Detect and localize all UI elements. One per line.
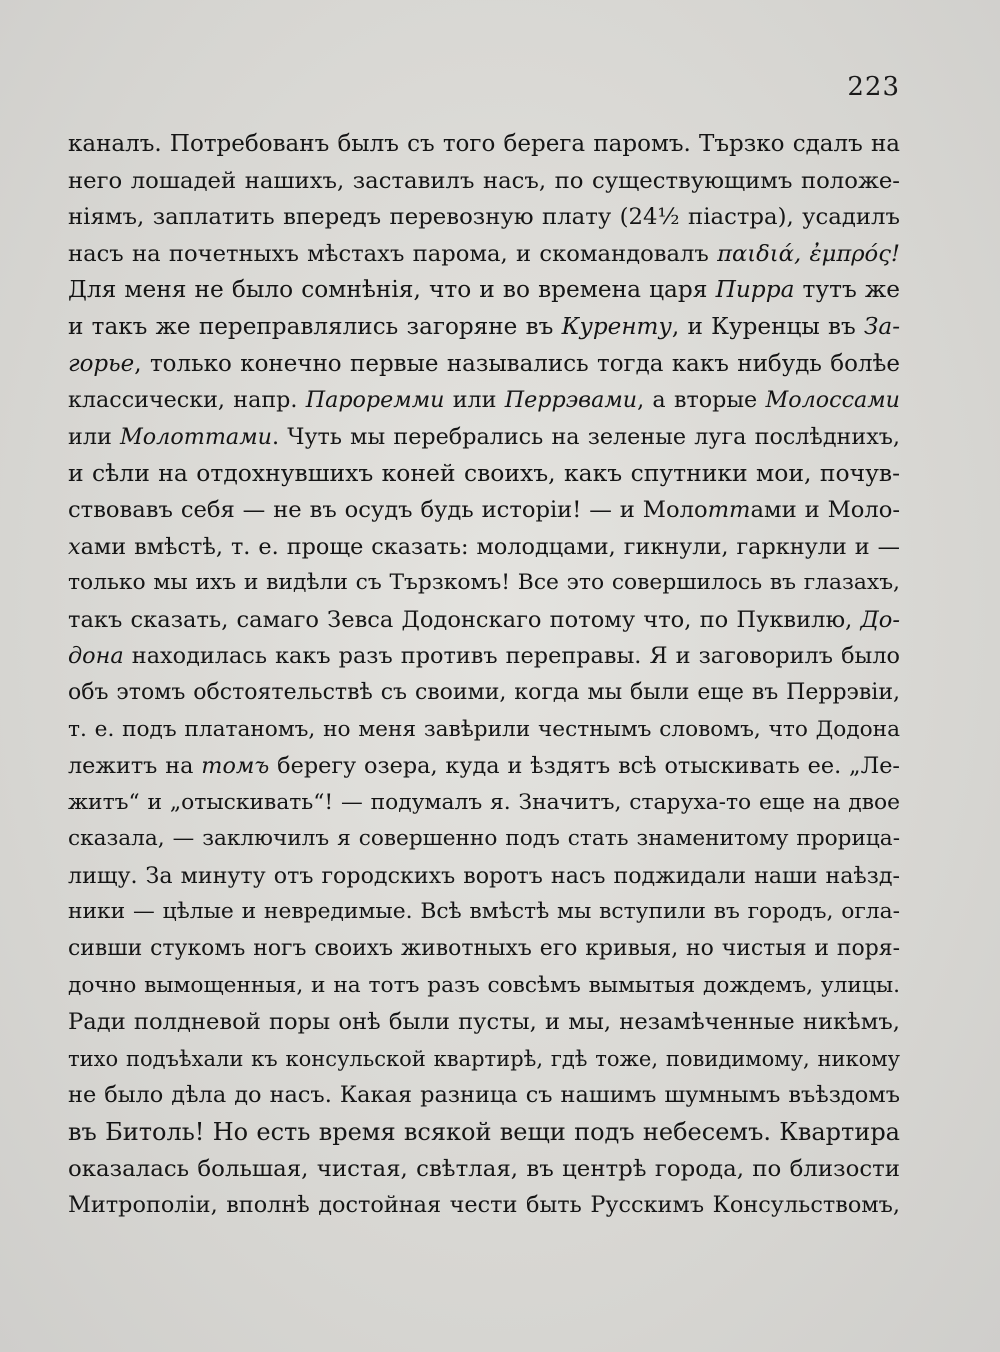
text-segment: Пароремми bbox=[305, 387, 445, 414]
text-line bbox=[68, 346, 900, 383]
text-segment: дочно вымощенныя, и на тотъ разъ совсѣмъ вымытыя дождемъ, улицы. bbox=[68, 972, 900, 998]
text-segment: него лошадей нашихъ, заставилъ насъ, по существующимъ положе- bbox=[68, 167, 900, 194]
text-segment: тт bbox=[707, 496, 751, 523]
page-number: 223 bbox=[847, 72, 900, 102]
text-segment: Куренту bbox=[561, 313, 672, 340]
text-segment: ствовавъ себя — не въ осудъ будь исторіи! — и Моло bbox=[68, 496, 708, 523]
text-segment: До- bbox=[860, 606, 900, 633]
text-line bbox=[68, 712, 900, 749]
text-segment: объ этомъ обстоятельствѣ съ своими, когда мы были еще въ Перрэвіи, bbox=[68, 679, 900, 705]
text-line bbox=[68, 126, 900, 163]
text-segment: тихо подъѣхали къ консульской квартирѣ, гдѣ тоже, повидимому, никому bbox=[68, 1045, 900, 1071]
text-segment: лежитъ на bbox=[68, 753, 202, 780]
text-line bbox=[68, 199, 900, 236]
text-line bbox=[68, 1114, 900, 1151]
text-segment: и такъ же переправлялись загоряне въ bbox=[68, 313, 562, 340]
text-segment: находилась какъ разъ противъ переправы. Я и заговорилъ было bbox=[123, 643, 900, 670]
text-segment: Митрополіи, вполнѣ достойная чести быть Русскимъ Консульствомъ, bbox=[68, 1192, 900, 1219]
text-segment: только мы ихъ и видѣли съ Тързкомъ! Все это совершилось въ глазахъ, bbox=[68, 570, 900, 596]
text-segment: сивши стукомъ ногъ своихъ животныхъ его кривыя, но чистыя и поря- bbox=[68, 936, 900, 962]
text-line bbox=[68, 529, 900, 566]
text-segment: За- bbox=[864, 313, 900, 340]
text-line bbox=[68, 821, 900, 858]
text-line bbox=[68, 1187, 900, 1224]
text-segment: оказалась большая, чистая, свѣтлая, въ центрѣ города, по близости bbox=[68, 1155, 900, 1182]
text-segment: ники — цѣлые и невредимые. Всѣ вмѣстѣ мы вступили въ городъ, огла- bbox=[68, 899, 900, 925]
text-segment: насъ на почетныхъ мѣстахъ парома, и скомандовалъ bbox=[68, 240, 718, 267]
text-segment: Пирра bbox=[715, 276, 795, 304]
text-line bbox=[68, 1077, 900, 1114]
text-line bbox=[68, 419, 900, 456]
text-segment: ами вмѣстѣ, т. е. проще сказать: молодцами, гикнули, гаркнули и — bbox=[80, 533, 900, 560]
text-line bbox=[68, 236, 900, 273]
text-segment: х bbox=[68, 533, 81, 560]
text-segment: горье bbox=[68, 350, 135, 377]
text-line bbox=[68, 1151, 900, 1188]
text-segment: житъ“ и „отыскивать“! — подумалъ я. Значитъ, старуха-то еще на двое bbox=[68, 789, 900, 815]
body-text bbox=[68, 126, 900, 1224]
text-segment: Ради полдневой поры онѣ были пусты, и мы, незамѣченные никѣмъ, bbox=[68, 1009, 900, 1036]
text-segment: или bbox=[444, 387, 505, 414]
text-segment: . Чуть мы перебрались на зеленые луга послѣднихъ, bbox=[271, 423, 900, 450]
text-segment: , и Куренцы въ bbox=[671, 313, 865, 340]
text-segment: ами и Моло- bbox=[750, 496, 900, 523]
text-segment: Молоссами bbox=[765, 387, 900, 414]
text-line bbox=[68, 894, 900, 931]
text-segment: Для меня не было сомнѣнія, что и во времена царя bbox=[68, 276, 716, 304]
text-segment: томъ bbox=[201, 753, 270, 780]
text-segment: Перрэвами bbox=[504, 387, 638, 414]
text-segment: т. е. подъ платаномъ, но меня завѣрили честнымъ словомъ, что Додона bbox=[68, 716, 900, 742]
text-segment: или bbox=[68, 423, 120, 450]
text-segment: тутъ же bbox=[794, 276, 900, 304]
text-segment: не было дѣла до насъ. Какая разница съ нашимъ шумнымъ въѣздомъ bbox=[68, 1082, 900, 1109]
text-line bbox=[68, 1004, 900, 1041]
text-segment: и сѣли на отдохнувшихъ коней своихъ, какъ спутники мои, почув- bbox=[68, 459, 900, 488]
text-segment: въ Битоль! Но есть время всякой вещи подъ небесемъ. Квартира bbox=[68, 1118, 900, 1147]
text-segment: дона bbox=[68, 643, 124, 670]
text-segment: сказала, — заключилъ я совершенно подъ стать знаменитому прорица- bbox=[68, 826, 900, 852]
text-segment: классически, напр. bbox=[68, 387, 306, 414]
text-line bbox=[68, 565, 900, 602]
text-line bbox=[68, 455, 900, 492]
text-line bbox=[68, 931, 900, 968]
text-segment: ніямъ, заплатить впередъ перевозную плату (24½ піастра), усадилъ bbox=[68, 204, 900, 231]
text-line bbox=[68, 968, 900, 1005]
text-segment: берегу озера, куда и ѣздятъ всѣ отыскивать ее. „Ле- bbox=[269, 753, 900, 780]
text-line bbox=[68, 748, 900, 785]
text-segment: каналъ. Потребованъ былъ съ того берега паромъ. Тързко сдалъ на bbox=[68, 131, 900, 157]
text-line bbox=[68, 382, 900, 419]
text-segment: παιδιά, ἐμπρός! bbox=[717, 240, 900, 267]
text-segment: Молоттами bbox=[120, 423, 272, 450]
text-segment: такъ сказать, самаго Зевса Додонскаго потому что, по Пуквилю, bbox=[68, 606, 861, 633]
text-line bbox=[68, 858, 900, 895]
text-line bbox=[68, 785, 900, 822]
text-line bbox=[68, 638, 900, 675]
text-segment: , только конечно первые назывались тогда какъ нибудь болѣе bbox=[134, 350, 900, 377]
text-line bbox=[68, 675, 900, 712]
text-segment: лищу. За минуту отъ городскихъ воротъ насъ поджидали наши наѣзд- bbox=[68, 862, 900, 889]
text-line bbox=[68, 163, 900, 200]
text-line bbox=[68, 492, 900, 529]
text-line bbox=[68, 272, 900, 309]
text-line bbox=[68, 309, 900, 346]
text-line bbox=[68, 1041, 900, 1078]
text-line bbox=[68, 602, 900, 639]
text-segment: , а вторые bbox=[637, 387, 766, 414]
